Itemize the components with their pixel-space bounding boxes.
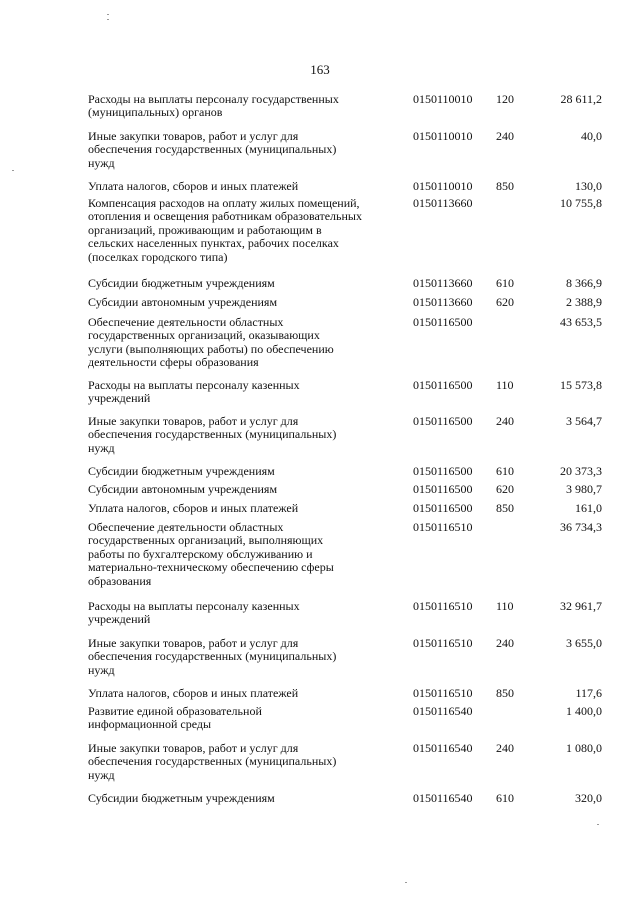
row-code: 0150116500	[413, 482, 473, 496]
row-vr: 850	[496, 179, 514, 193]
row-name: Компенсация расходов на оплату жилых помещений, отопления и освещения работникам образовательных организаций, проживающим и работающим в сельских населенных пунктах, рабочих поселках (поселках городского типа)	[88, 196, 362, 264]
row-code: 0150110010	[413, 92, 473, 106]
row-name: Иные закупки товаров, работ и услуг для обеспечения государственных (муниципальных) нужд	[88, 636, 337, 677]
row-vr: 240	[496, 414, 514, 428]
row-name: Расходы на выплаты персоналу казенных учреждений	[88, 599, 300, 627]
row-amount: 2 388,9	[566, 295, 602, 309]
row-code: 0150116500	[413, 464, 473, 478]
row-name: Иные закупки товаров, работ и услуг для обеспечения государственных (муниципальных) нужд	[88, 414, 337, 455]
row-vr: 610	[496, 791, 514, 805]
scan-speck	[107, 19, 109, 20]
row-name: Расходы на выплаты персоналу казенных учреждений	[88, 378, 300, 406]
page-number: 163	[310, 62, 330, 77]
row-name: Субсидии бюджетным учреждениям	[88, 464, 275, 478]
row-amount: 10 755,8	[560, 196, 602, 210]
row-name: Субсидии автономным учреждениям	[88, 482, 278, 496]
row-amount: 32 961,7	[560, 599, 602, 613]
row-vr: 620	[496, 295, 514, 309]
row-vr: 620	[496, 482, 514, 496]
row-name: Обеспечение деятельности областных государственных организаций, оказывающих услуги (выполняющих работы) по обеспечению деятельности сферы образования	[88, 315, 334, 370]
row-vr: 240	[496, 741, 514, 755]
row-amount: 3 564,7	[566, 414, 602, 428]
scan-speck	[12, 170, 14, 171]
row-code: 0150116500	[413, 501, 473, 515]
row-amount: 3 980,7	[566, 482, 602, 496]
row-vr: 120	[496, 92, 514, 106]
row-vr: 240	[496, 129, 514, 143]
row-name: Уплата налогов, сборов и иных платежей	[88, 501, 299, 515]
row-name: Расходы на выплаты персоналу государственных (муниципальных) органов	[88, 92, 339, 120]
row-code: 0150116500	[413, 315, 473, 329]
row-name: Уплата налогов, сборов и иных платежей	[88, 179, 299, 193]
row-vr: 240	[496, 636, 514, 650]
row-vr: 110	[496, 378, 514, 392]
row-code: 0150116540	[413, 791, 473, 805]
row-code: 0150113660	[413, 196, 473, 210]
row-amount: 8 366,9	[566, 276, 602, 290]
row-amount: 1 400,0	[566, 704, 602, 718]
row-code: 0150113660	[413, 276, 473, 290]
row-amount: 20 373,3	[560, 464, 602, 478]
row-name: Иные закупки товаров, работ и услуг для обеспечения государственных (муниципальных) нужд	[88, 129, 337, 170]
row-name: Иные закупки товаров, работ и услуг для обеспечения государственных (муниципальных) нужд	[88, 741, 337, 782]
row-code: 0150116510	[413, 599, 473, 613]
scan-speck	[107, 14, 109, 15]
row-code: 0150116510	[413, 520, 473, 534]
row-name: Обеспечение деятельности областных государственных организаций, выполняющих работы по бухгалтерскому обслуживанию и материально-техническому обеспечению сферы образования	[88, 520, 334, 588]
row-amount: 3 655,0	[566, 636, 602, 650]
row-amount: 28 611,2	[560, 92, 602, 106]
row-code: 0150110010	[413, 129, 473, 143]
row-name: Уплата налогов, сборов и иных платежей	[88, 686, 299, 700]
row-vr: 610	[496, 464, 514, 478]
row-amount: 36 734,3	[560, 520, 602, 534]
row-amount: 130,0	[575, 179, 602, 193]
row-amount: 117,6	[575, 686, 602, 700]
row-code: 0150113660	[413, 295, 473, 309]
row-name: Субсидии бюджетным учреждениям	[88, 276, 275, 290]
scan-speck	[405, 882, 407, 883]
row-code: 0150116540	[413, 741, 473, 755]
row-amount: 43 653,5	[560, 315, 602, 329]
row-vr: 850	[496, 686, 514, 700]
row-vr: 610	[496, 276, 514, 290]
row-name: Субсидии бюджетным учреждениям	[88, 791, 275, 805]
row-name: Субсидии автономным учреждениям	[88, 295, 278, 309]
row-code: 0150116500	[413, 378, 473, 392]
row-vr: 850	[496, 501, 514, 515]
row-amount: 320,0	[575, 791, 602, 805]
row-amount: 15 573,8	[560, 378, 602, 392]
row-amount: 161,0	[575, 501, 602, 515]
row-code: 0150116500	[413, 414, 473, 428]
row-code: 0150116540	[413, 704, 473, 718]
row-amount: 1 080,0	[566, 741, 602, 755]
row-code: 0150116510	[413, 686, 473, 700]
scan-speck	[597, 824, 599, 825]
row-amount: 40,0	[581, 129, 602, 143]
row-code: 0150110010	[413, 179, 473, 193]
row-vr: 110	[496, 599, 514, 613]
row-code: 0150116510	[413, 636, 473, 650]
row-name: Развитие единой образовательной информационной среды	[88, 704, 262, 732]
